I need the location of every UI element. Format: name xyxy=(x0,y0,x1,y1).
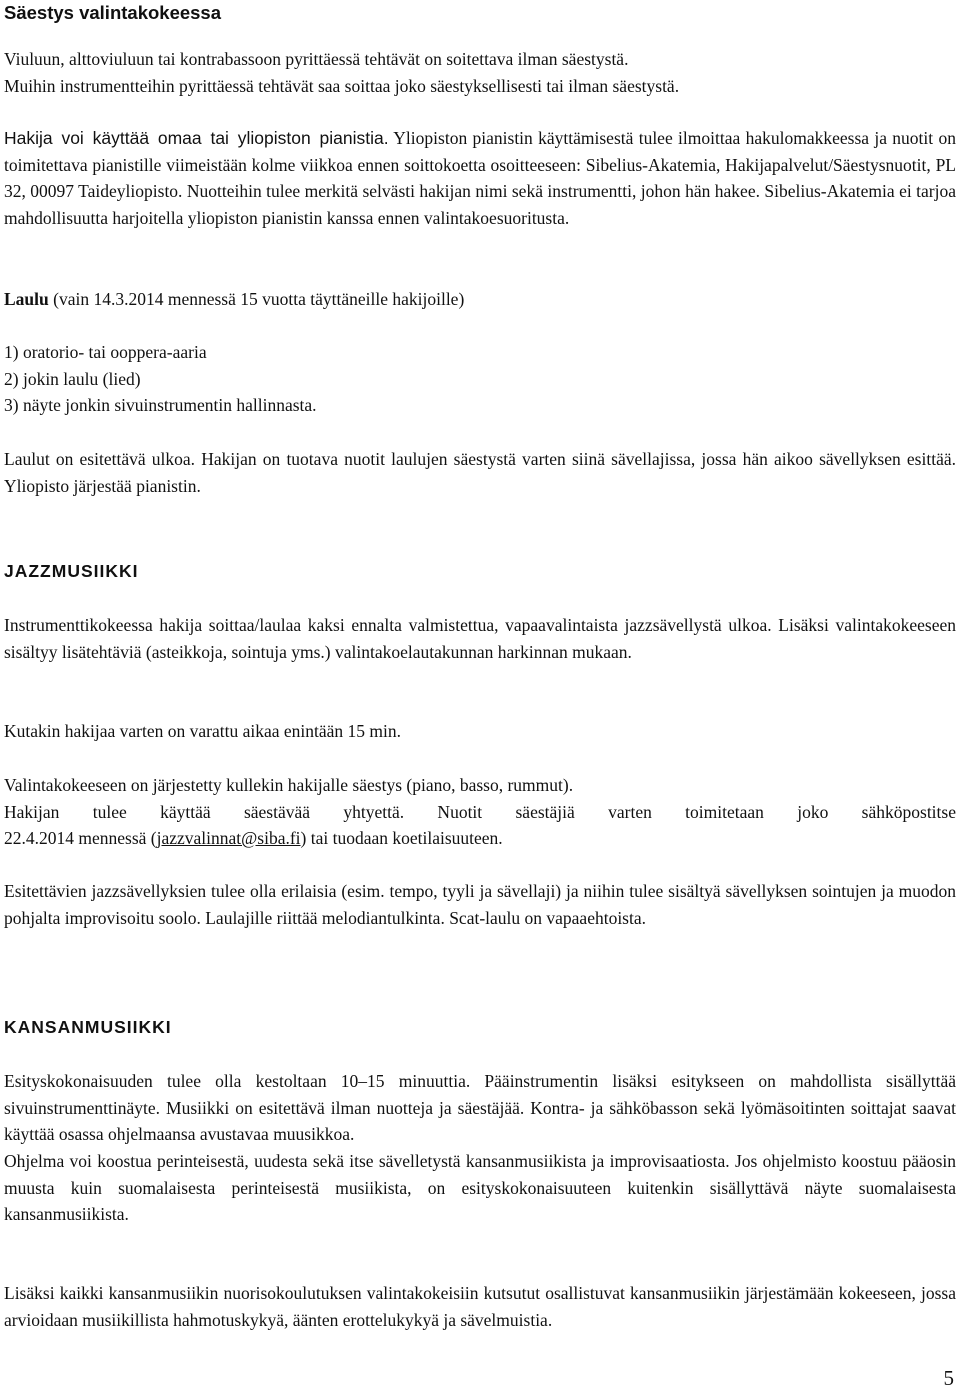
text-fragment: ) tai tuodaan koetilaisuuteen. xyxy=(300,828,503,848)
laulu-title-line xyxy=(4,286,956,313)
jazz-paragraph-4: Esitettävien jazzsävellyksien tulee olla erilaisia (esim. tempo, tyyli ja sävellaji) ja niihin tulee sisältyä sävellyksen sointujen ja muodon pohjalta improvisoitu soolo. Laulajille riittää melodiantulkinta. Scat-laulu on vapaaehtoista. xyxy=(4,881,956,928)
text-line: Hakijan tulee käyttää säestävää yhtyettä. Nuotit säestäjiä varten toimitetaan joko sähköpostitse xyxy=(4,801,956,822)
laulu-requirements-list xyxy=(4,339,956,419)
kansan-paragraph-1: Esityskokonaisuuden tulee olla kestoltaan 10–15 minuuttia. Pääinstrumentin lisäksi esitykseen on mahdollista sisällyttää sivuinstrumenttinäyte. Musiikki on esitettävä ilman nuotteja ja säestäjää. Kontra- ja sähköbasson sekä lyömäsoitinten soittajat saavat käyttää osassa ohjelmaansa avustavaa muusikkoa. xyxy=(4,1071,956,1144)
laulu-subtitle: (vain 14.3.2014 mennessä 15 vuotta täyttäneille hakijoille) xyxy=(53,289,465,309)
page-number: 5 xyxy=(943,1366,954,1390)
section-heading-jazz: JAZZMUSIIKKI xyxy=(4,561,139,581)
text-line: Muihin instrumentteihin pyrittäessä tehtävät saa soittaa joko säestyksellisesti tai ilman säestystä. xyxy=(4,75,680,96)
text-fragment: 22.4.2014 mennessä ( xyxy=(4,828,157,848)
list-item: 3) näyte jonkin sivuinstrumentin hallinnasta. xyxy=(4,395,317,415)
paragraph-accompaniment-rules xyxy=(4,46,956,99)
text-line: Viuluun, alttoviuluun tai kontrabassoon pyrittäessä tehtävät on soitettava ilman säestystä. xyxy=(4,49,629,69)
section-heading-saestys: Säestys valintakokeessa xyxy=(4,2,222,23)
laulu-title: Laulu xyxy=(4,289,49,309)
list-item: 2) jokin laulu (lied) xyxy=(4,368,141,389)
jazz-paragraph-1: Instrumenttikokeessa hakija soittaa/laulaa kaksi ennalta valmistettua, vapaavalintaista jazzsävellystä ulkoa. Lisäksi valintakokeeseen sisältyy lisätehtäviä (asteikkoja, sointuja yms.) valintakoelautakunnan harkinnan mukaan. xyxy=(4,615,956,662)
jazz-paragraph-2: Kutakin hakijaa varten on varattu aikaa enintään 15 min. xyxy=(4,721,402,741)
kansan-paragraph-2: Ohjelma voi koostua perinteisestä, uudesta sekä itse sävelletystä kansanmusiikista ja improvisaatiosta. Jos ohjelmisto koostuu pääosin muusta kuin suomalaisesta perinteisestä musiikista, on esityskokonaisuuteen kuitenkin sisällyttävä näyte suomalaisesta kansanmusiikista. xyxy=(4,1151,956,1224)
jazz-paragraph-3 xyxy=(4,772,956,852)
text-line: Valintakokeeseen on järjestetty kullekin hakijalle säestys (piano, basso, rummut). xyxy=(4,775,574,795)
list-item: 1) oratorio- tai ooppera-aaria xyxy=(4,342,207,362)
kansan-paragraph-3: Lisäksi kaikki kansanmusiikin nuorisokoulutuksen valintakokeisiin kutsutut osallistuvat kansanmusiikin järjestämään kokeeseen, jossa arvioidaan musiikillista hahmotuskykyä, äänten erottelukykyä ja sävelmuistia. xyxy=(4,1283,956,1330)
laulu-note: Laulut on esitettävä ulkoa. Hakijan on tuotava nuotit laulujen säestystä varten siinä sävellajissa, jossa hän aikoo sävellyksen esittää. Yliopisto järjestää pianistin. xyxy=(4,449,956,496)
pianist-lead-sentence: Hakija voi käyttää omaa tai yliopiston pianistia. xyxy=(4,128,389,148)
text-line xyxy=(4,825,956,852)
email-link[interactable]: jazzvalinnat@siba.fi xyxy=(156,828,301,848)
section-heading-kansan: KANSANMUSIIKKI xyxy=(4,1017,172,1037)
paragraph-pianist xyxy=(4,125,956,231)
pianist-details: Yliopiston pianistin käyttämisestä tulee ilmoittaa hakulomakkeessa ja nuotit on toimitettava pianistille viimeistään kolme viikkoa ennen soittokoetta osoitteeseen: Sibelius-Akatemia, Hakijapalvelut/Säestysnuotit, PL 32, 00097 Taideyliopisto. Nuotteihin tulee merkitä selvästi hakijan nimi sekä instrumentti, johon hän hakee. Sibelius-Akatemia ei tarjoa mahdollisuutta harjoitella yliopiston pianistin kanssa ennen valintakoesuoritusta. xyxy=(4,128,956,228)
